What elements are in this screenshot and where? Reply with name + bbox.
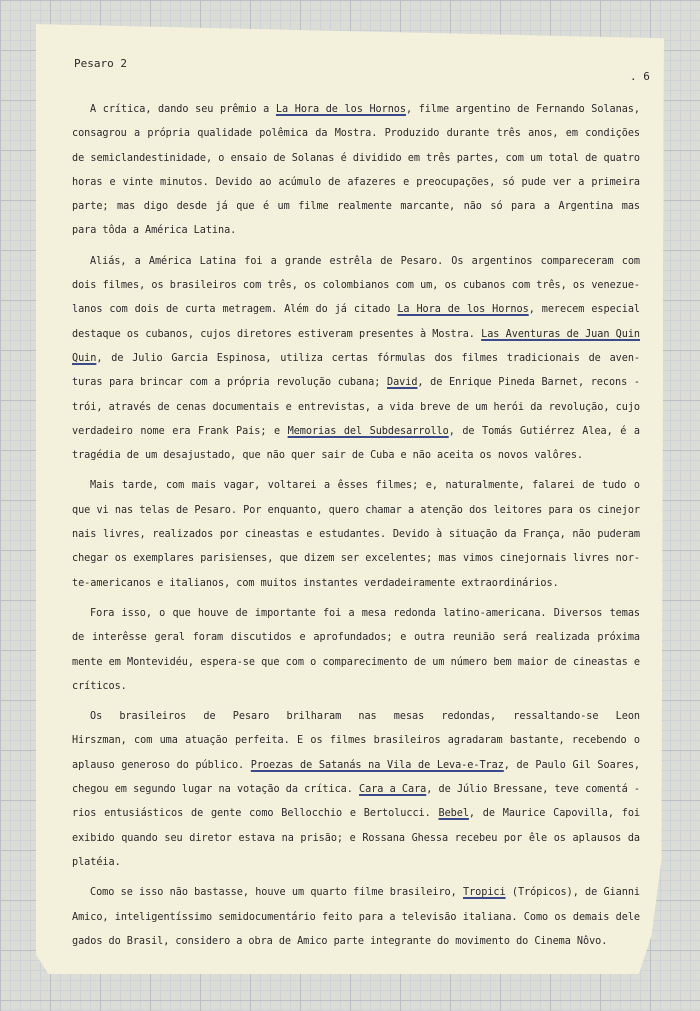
- paragraph: [72, 602, 640, 699]
- text-segment: Fora isso, o que houve de importante foi a mesa redonda latino-americana. Diversos temas: [90, 607, 640, 619]
- underlined-title: La Hora de los Hornos: [397, 304, 529, 316]
- text-segment: chegar os exemplares parisienses, que dizem ser excelentes; mas vimos cinejornais livres nor-: [72, 553, 640, 565]
- text-line: [72, 930, 640, 954]
- text-segment: rios entusiásticos de gente como Bellocchio e Bertolucci.: [72, 808, 439, 820]
- underlined-title: Bebel: [438, 808, 469, 820]
- text-segment: , merecem especial: [528, 304, 640, 316]
- text-segment: turas para brincar com a própria revolução cubana;: [72, 377, 387, 389]
- text-line: [72, 323, 640, 347]
- text-segment: Hirszman, com uma atuação perfeita. E os filmes brasileiros agradaram bastante, recebendo o: [72, 735, 640, 747]
- text-segment: nais livres, realizados por cineastas e estudantes. Devido à situação da França, não puderam: [72, 529, 640, 541]
- text-line: [72, 802, 640, 826]
- underlined-title: Quin: [72, 352, 97, 364]
- text-line: [72, 396, 640, 420]
- underlined-title: Proezas de Satanás na Vila de Leva-e-Traz: [250, 759, 504, 771]
- text-segment: A crítica, dando seu prêmio a: [90, 104, 276, 115]
- text-segment: dois filmes, os brasileiros com três, os colombianos com um, os cubanos com três, os venezue-: [72, 280, 640, 292]
- underlined-title: La Hora de los Hornos: [275, 104, 406, 115]
- text-line: [72, 602, 640, 626]
- text-line: [72, 474, 640, 498]
- paragraph: [72, 250, 640, 469]
- text-segment: , filme argentino de Fernando Solanas,: [405, 104, 640, 115]
- text-line: [72, 171, 640, 195]
- text-segment: horas e vinte minutos. Devido ao acúmulo de afazeres e preocupações, só pude ver a primeira: [72, 176, 640, 188]
- text-line: [72, 298, 640, 322]
- text-line: [72, 851, 640, 875]
- text-segment: lanos com dois de curta metragem. Além do já citado: [72, 304, 398, 316]
- text-segment: Os brasileiros de Pesaro brilharam nas mesas redondas, ressaltando-se Leon: [90, 711, 640, 723]
- page-number: . 6: [630, 70, 650, 83]
- text-segment: verdadeiro nome era Frank Pais; e: [72, 425, 288, 437]
- text-segment: para tôda a América Latina.: [72, 225, 237, 237]
- text-line: [72, 420, 640, 444]
- text-segment: destaque os cubanos, cujos diretores estiveram presentes à Mostra.: [72, 328, 482, 340]
- text-segment: Como se isso não bastasse, houve um quarto filme brasileiro,: [90, 887, 463, 899]
- text-segment: platéia.: [72, 856, 121, 868]
- paragraph: [72, 881, 640, 954]
- text-line: [72, 651, 640, 675]
- text-segment: gados do Brasil, considero a obra de Amico parte integrante do movimento do Cinema Nôvo.: [72, 935, 608, 947]
- text-line: [72, 371, 640, 395]
- text-segment: que vi nas telas de Pesaro. Por enquanto, quero chamar a atenção dos leitores para os cinejor: [72, 504, 640, 516]
- text-segment: , de Maurice Capovilla, foi: [468, 808, 640, 820]
- text-segment: , de Júlio Bressane, teve comentá -: [426, 784, 640, 796]
- text-line: [72, 906, 640, 930]
- text-segment: , de Enrique Pineda Barnet, recons -: [417, 377, 640, 389]
- text-line: [72, 572, 640, 596]
- paragraph: [72, 705, 640, 875]
- text-line: [72, 195, 640, 219]
- text-line: [72, 250, 640, 274]
- text-segment: , de Julio Garcia Espinosa, utiliza certas fórmulas dos filmes tradicionais de aven-: [96, 352, 640, 364]
- typewritten-body: [72, 98, 640, 960]
- text-segment: Amico, inteligentíssimo semidocumentário feito para a televisão italiana. Como os demais dele: [72, 911, 640, 923]
- text-segment: exibido quando seu diretor estava na prisão; e Rossana Ghessa recebeu por êle os aplausos da: [72, 832, 640, 844]
- text-line: [72, 881, 640, 905]
- page-header: Pesaro 2: [74, 57, 127, 70]
- text-segment: (Trópicos), de Gianni: [505, 887, 640, 899]
- text-line: [72, 98, 640, 122]
- underlined-title: Cara a Cara: [359, 784, 427, 796]
- text-line: [72, 147, 640, 171]
- text-line: [72, 754, 640, 778]
- paragraph: [72, 474, 640, 595]
- text-segment: , de Tomás Gutiérrez Alea, é a: [448, 425, 640, 437]
- text-line: [72, 729, 640, 753]
- text-line: [72, 499, 640, 523]
- text-segment: Aliás, a América Latina foi a grande estrêla de Pesaro. Os argentinos compareceram com: [90, 255, 640, 267]
- text-line: [72, 523, 640, 547]
- text-segment: Mais tarde, com mais vagar, voltarei a êsses filmes; e, naturalmente, falarei de tudo o: [90, 480, 640, 492]
- text-segment: tragédia de um desajustado, que não quer sair de Cuba e não aceita os novos valôres.: [72, 450, 584, 462]
- text-line: [72, 778, 640, 802]
- text-line: [72, 219, 640, 243]
- text-segment: , de Paulo Gil Soares,: [503, 759, 640, 771]
- text-segment: chegou em segundo lugar na votação da crítica.: [72, 784, 360, 796]
- text-segment: críticos.: [72, 680, 127, 692]
- paragraph: [72, 98, 640, 244]
- text-segment: trói, através de cenas documentais e entrevistas, a vida breve de um herói da revolução, cujo: [72, 401, 640, 413]
- text-line: [72, 675, 640, 699]
- text-segment: consagrou a própria qualidade polêmica da Mostra. Produzido durante três anos, em condições: [72, 128, 640, 140]
- text-segment: parte; mas digo desde já que é um filme realmente marcante, não só para a Argentina mas: [72, 201, 640, 213]
- text-segment: de interêsse geral foram discutidos e aprofundados; e outra reunião será realizada próxima: [72, 632, 640, 644]
- text-line: [72, 705, 640, 729]
- underlined-title: Memorias del Subdesarrollo: [287, 425, 449, 437]
- text-line: [72, 626, 640, 650]
- underlined-title: David: [387, 377, 418, 389]
- text-segment: aplauso generoso do público.: [72, 759, 251, 771]
- text-line: [72, 122, 640, 146]
- text-line: [72, 274, 640, 298]
- text-line: [72, 547, 640, 571]
- underlined-title: Las Aventuras de Juan Quin: [481, 328, 640, 340]
- text-segment: de semiclandestinidade, o ensaio de Solanas é dividido em três partes, com um total de quatro: [72, 152, 640, 164]
- text-segment: te-americanos e italianos, com muitos instantes verdadeiramente extraordinários.: [72, 577, 559, 589]
- underlined-title: Tropici: [463, 887, 506, 899]
- text-line: [72, 444, 640, 468]
- text-line: [72, 347, 640, 371]
- text-line: [72, 827, 640, 851]
- text-segment: mente em Montevidéu, espera-se que com o comparecimento de um número bem maior de cineastas e: [72, 656, 640, 668]
